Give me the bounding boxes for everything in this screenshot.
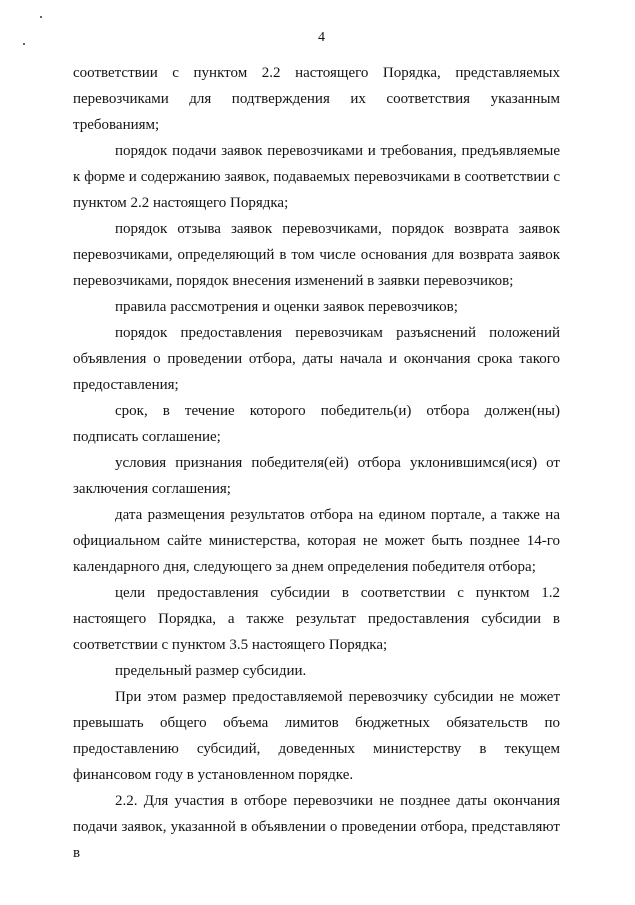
scan-speck [40,16,42,18]
paragraph: При этом размер предоставляемой перевозчику субсидии не может превышать общего объема лимитов бюджетных обязательств по предоставлению субсидий, доведенных министерству в текущем финансовом году в установленном порядке. [73,689,560,783]
paragraph: условия признания победителя(ей) отбора уклонившимся(ися) от заключения соглашения; [73,455,560,497]
paragraph: порядок отзыва заявок перевозчиками, порядок возврата заявок перевозчиками, определяющий в том числе основания для возврата заявок перевозчиками, порядок внесения изменений в заявки перевозчиков; [73,221,560,289]
paragraph: порядок подачи заявок перевозчиками и требования, предъявляемые к форме и содержанию заявок, подаваемых перевозчиками в соответствии с пунктом 2.2 настоящего Порядка; [73,143,560,211]
paragraph: 2.2. Для участия в отборе перевозчики не позднее даты окончания подачи заявок, указанной в объявлении о проведении отбора, представляют в [73,793,560,861]
paragraph: предельный размер субсидии. [115,663,307,679]
paragraph: соответствии с пунктом 2.2 настоящего Порядка, представляемых перевозчиками для подтверждения их соответствия указанным требованиям; [73,65,560,133]
document-body [73,60,560,866]
paragraph: срок, в течение которого победитель(и) отбора должен(ны) подписать соглашение; [73,403,560,445]
paragraph: дата размещения результатов отбора на едином портале, а также на официальном сайте министерства, которая не может быть позднее 14-го календарного дня, следующего за днем определения победителя отбора; [73,507,560,575]
paragraph: цели предоставления субсидии в соответствии с пунктом 1.2 настоящего Порядка, а также результат предоставления субсидии в соответствии с пунктом 3.5 настоящего Порядка; [73,585,560,653]
paragraph: порядок предоставления перевозчикам разъяснений положений объявления о проведении отбора, даты начала и окончания срока такого предоставления; [73,325,560,393]
paragraph: правила рассмотрения и оценки заявок перевозчиков; [115,299,458,315]
page-number: 4 [318,30,325,45]
